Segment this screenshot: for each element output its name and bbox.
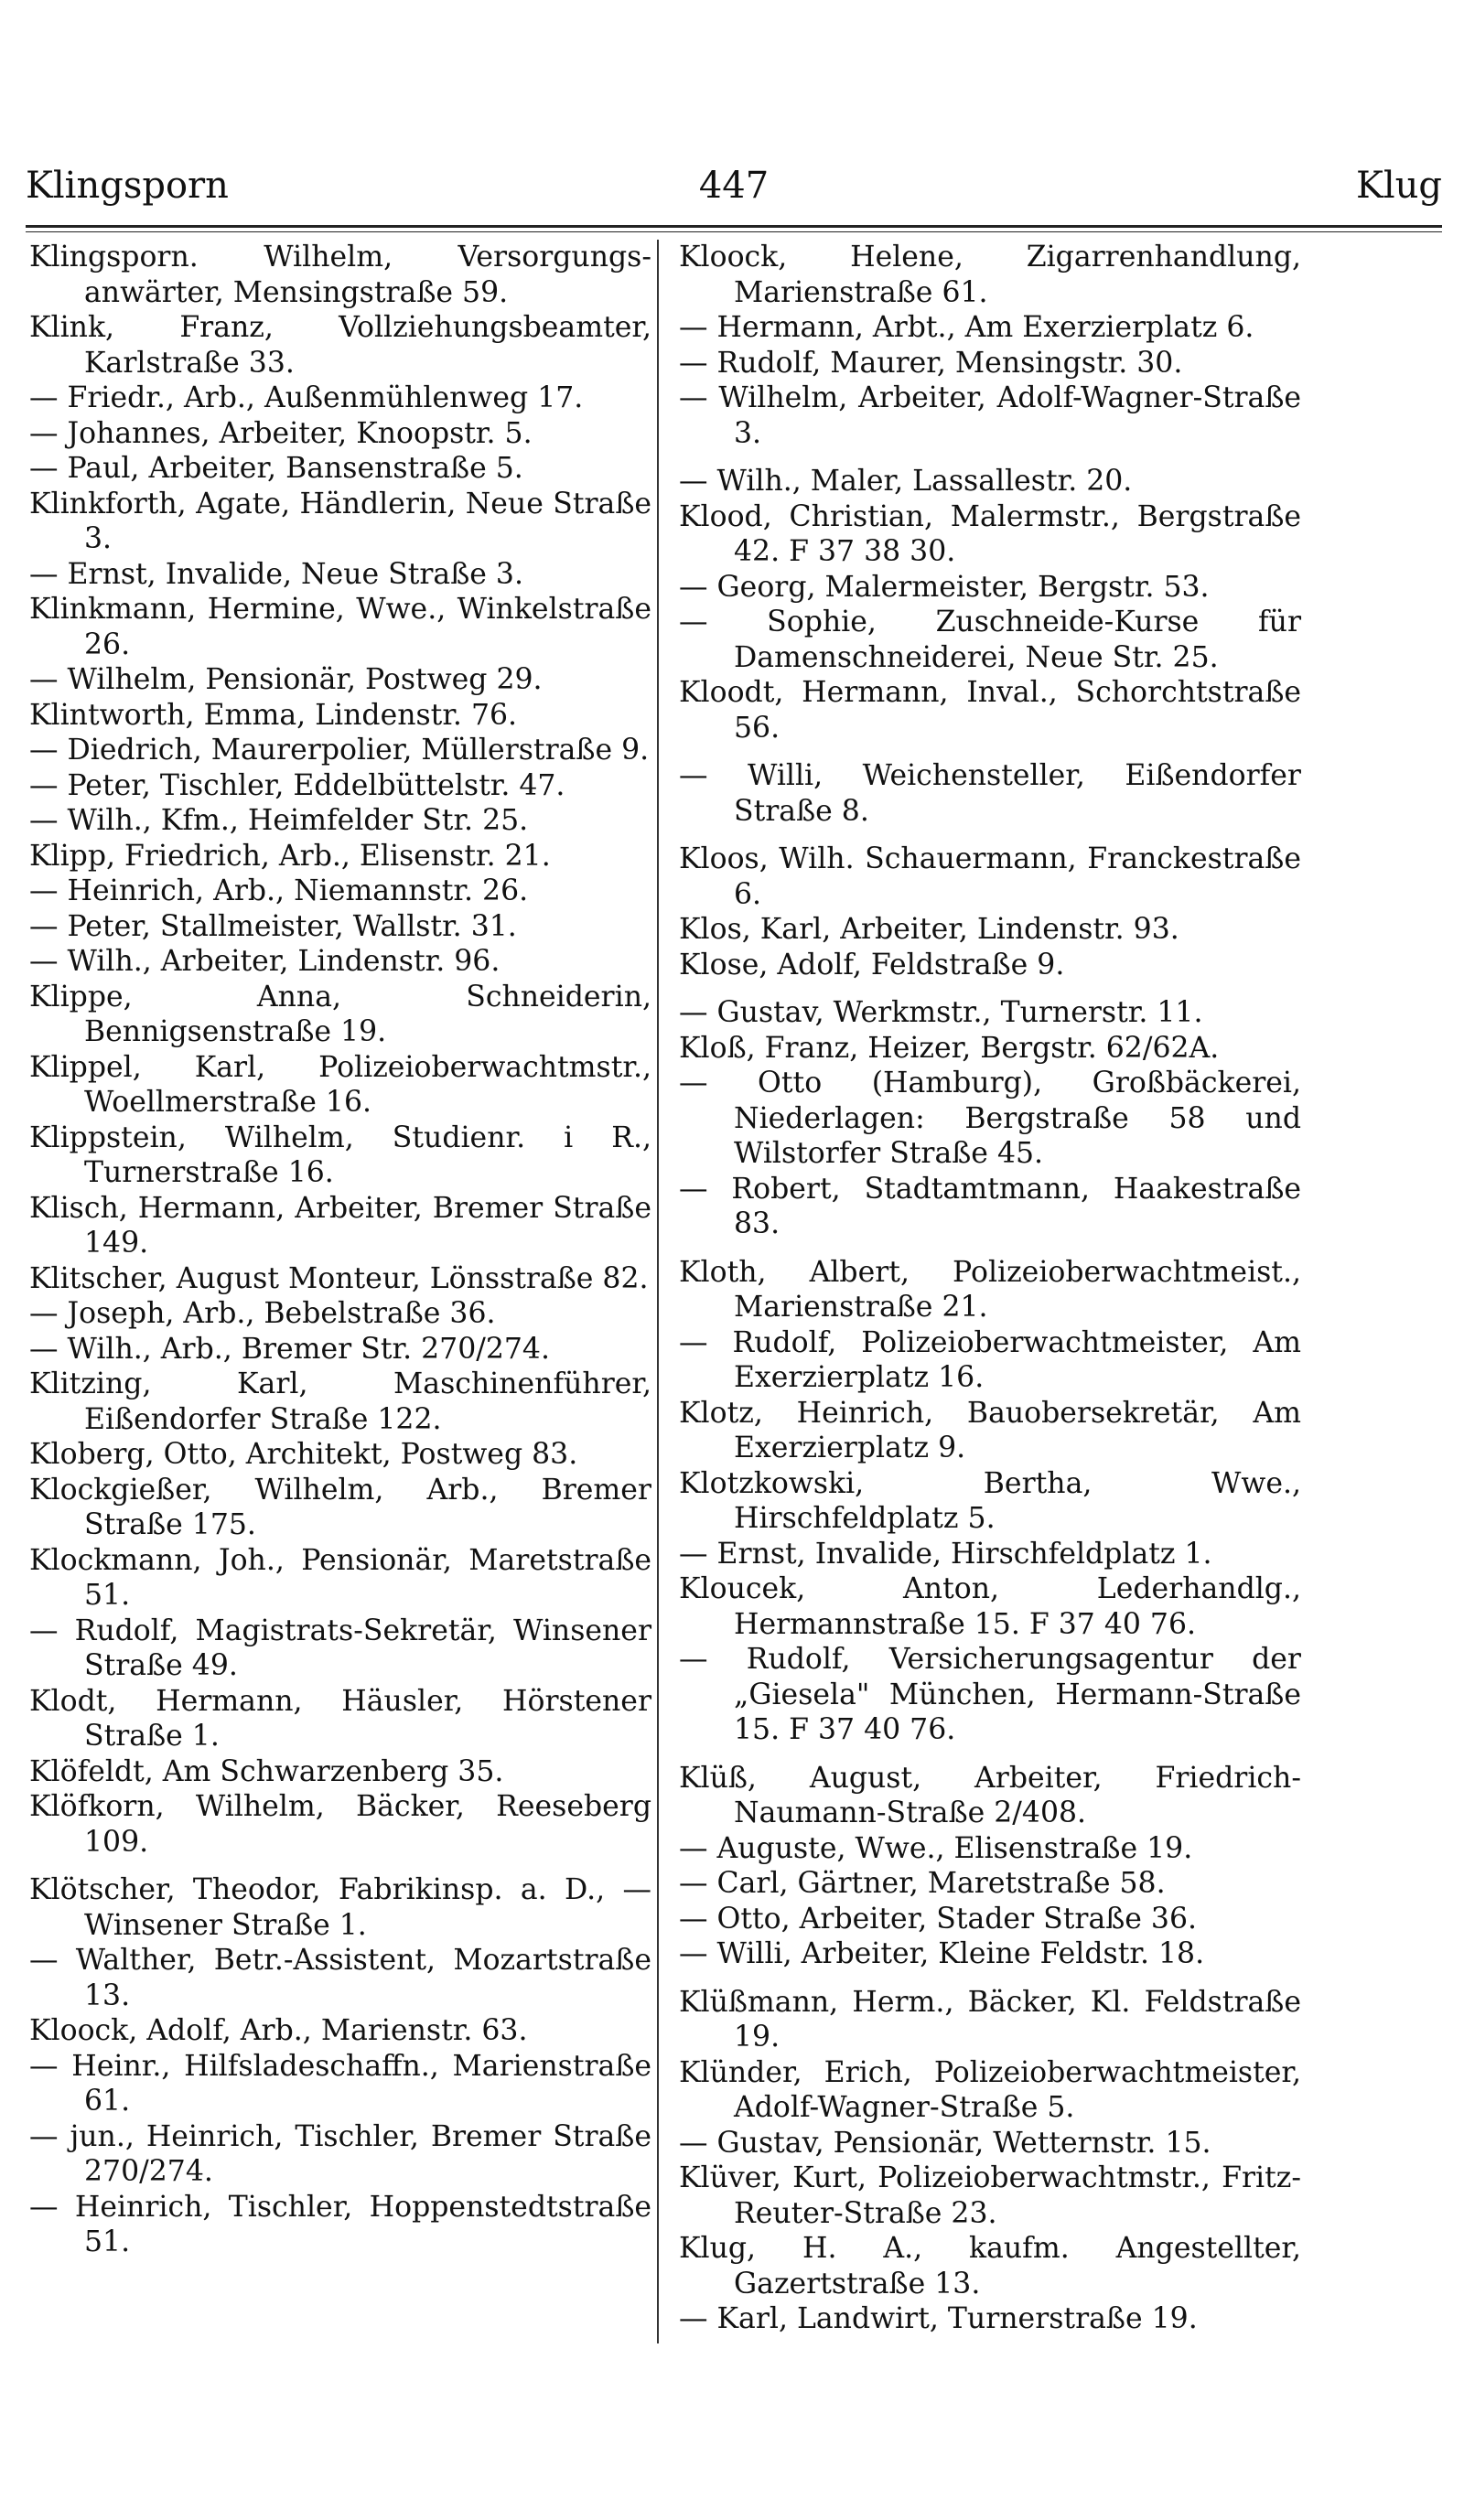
directory-entry: Kloucek, Anton, Lederhandlg., Hermannstraße 15. F 37 40 76. xyxy=(679,1572,1301,1641)
directory-entry: Kloos, Wilh. Schauermann, Franckestraße 6. xyxy=(679,842,1301,911)
directory-entry: Klötscher, Theodor, Fabrikinsp. a. D., — Winsener Straße 1. xyxy=(29,1873,651,1942)
directory-entry: — Wilhelm, Arbeiter, Adolf-Wagner-Straße 3. xyxy=(679,381,1301,450)
directory-entry: Klüver, Kurt, Polizeioberwachtmstr., Fritz-Reuter-Straße 23. xyxy=(679,2161,1301,2230)
directory-entry: Kloberg, Otto, Architekt, Postweg 83. xyxy=(29,1438,578,1471)
directory-entry: Klinkmann, Hermine, Wwe., Winkelstraße 26. xyxy=(29,593,651,661)
page-number: 447 xyxy=(698,165,770,207)
directory-entry: — Wilh., Kfm., Heimfelder Str. 25. xyxy=(29,804,529,837)
directory-entry: Klitzing, Karl, Maschinenführer, Eißendorfer Straße 122. xyxy=(29,1367,651,1436)
directory-entry: — Rudolf, Maurer, Mensingstr. 30. xyxy=(679,346,1183,380)
directory-entry: Klos, Karl, Arbeiter, Lindenstr. 93. xyxy=(679,913,1179,946)
directory-entry: — Friedr., Arb., Außenmühlenweg 17. xyxy=(29,381,584,414)
header-right-keyword: Klug xyxy=(1355,165,1442,207)
directory-entry: — Rudolf, Versicherungsagentur der „Giesela" München, Hermann-Straße 15. F 37 40 76. xyxy=(679,1643,1301,1746)
directory-entry: Kloß, Franz, Heizer, Bergstr. 62/62A. xyxy=(679,1031,1220,1065)
directory-entry: — Carl, Gärtner, Maretstraße 58. xyxy=(679,1867,1166,1900)
directory-entry: — Ernst, Invalide, Hirschfeldplatz 1. xyxy=(679,1537,1212,1571)
directory-entry: Klippel, Karl, Polizeioberwachtmstr., Woellmerstraße 16. xyxy=(29,1050,651,1119)
directory-entry: Klünder, Erich, Polizeioberwachtmeister, Adolf-Wagner-Straße 5. xyxy=(679,2055,1301,2124)
directory-entry: Klinkforth, Agate, Händlerin, Neue Straße 3. xyxy=(29,487,651,555)
directory-entry: Kloodt, Hermann, Inval., Schorchtstraße 56. xyxy=(679,676,1301,745)
directory-entry: Klockgießer, Wilhelm, Arb., Bremer Straße 175. xyxy=(29,1473,651,1541)
directory-entry: Klotz, Heinrich, Bauobersekretär, Am Exerzierplatz 9. xyxy=(679,1396,1301,1464)
directory-entry: — Paul, Arbeiter, Bansenstraße 5. xyxy=(29,452,523,485)
directory-entry: Klöfkorn, Wilhelm, Bäcker, Reeseberg 109. xyxy=(29,1790,651,1859)
directory-entry: — Peter, Tischler, Eddelbüttelstr. 47. xyxy=(29,768,565,802)
directory-entry: — Wilhelm, Pensionär, Postweg 29. xyxy=(29,663,543,696)
directory-entry: — Ernst, Invalide, Neue Straße 3. xyxy=(29,557,523,591)
directory-entry: — Joseph, Arb., Bebelstraße 36. xyxy=(29,1297,496,1330)
directory-entry: — Otto, Arbeiter, Stader Straße 36. xyxy=(679,1902,1198,1936)
directory-entry: — Peter, Stallmeister, Wallstr. 31. xyxy=(29,909,517,943)
directory-entry: — Hermann, Arbt., Am Exerzierplatz 6. xyxy=(679,311,1254,344)
directory-entry: — Auguste, Wwe., Elisenstraße 19. xyxy=(679,1831,1193,1865)
directory-entry: — Wilh., Arbeiter, Lindenstr. 96. xyxy=(29,945,501,978)
header-left-keyword: Klingsporn xyxy=(26,165,229,207)
directory-entry: Kloock, Adolf, Arb., Marienstr. 63. xyxy=(29,2014,528,2047)
directory-entry: — Heinr., Hilfsladeschaffn., Marienstraße 61. xyxy=(29,2049,651,2118)
directory-entry: — Wilh., Maler, Lassallestr. 20. xyxy=(679,465,1133,498)
directory-entry: Klodt, Hermann, Häusler, Hörstener Straße 1. xyxy=(29,1684,651,1753)
directory-entry: — Diedrich, Maurerpolier, Müllerstraße 9. xyxy=(29,734,650,767)
header-rule xyxy=(26,225,1442,232)
directory-entry: Klintworth, Emma, Lindenstr. 76. xyxy=(29,698,518,732)
page-header xyxy=(26,165,1442,229)
directory-entry: — Walther, Betr.-Assistent, Mozartstraße 13. xyxy=(29,1944,651,2012)
right-column xyxy=(679,240,1301,2337)
directory-entry: Klöfeldt, Am Schwarzenberg 35. xyxy=(29,1754,504,1788)
directory-entry: — Gustav, Pensionär, Wetternstr. 15. xyxy=(679,2126,1211,2160)
directory-entry: Klotzkowski, Bertha, Wwe., Hirschfeldplatz 5. xyxy=(679,1466,1301,1535)
directory-entry: — Karl, Landwirt, Turnerstraße 19. xyxy=(679,2302,1198,2335)
directory-entry: Kloth, Albert, Polizeioberwachtmeist., Marienstraße 21. xyxy=(679,1255,1301,1324)
directory-entry: Klingsporn. Wilhelm, Versorgungs-anwärter, Mensingstraße 59. xyxy=(29,241,651,309)
directory-entry: Klood, Christian, Malermstr., Bergstraße 42. F 37 38 30. xyxy=(679,499,1301,568)
directory-entry: Klippe, Anna, Schneiderin, Bennigsenstraße 19. xyxy=(29,980,651,1048)
directory-entry: Klockmann, Joh., Pensionär, Maretstraße 51. xyxy=(29,1543,651,1612)
directory-entry: — Heinrich, Arb., Niemannstr. 26. xyxy=(29,874,529,907)
directory-entry: Klüß, August, Arbeiter, Friedrich-Naumann-Straße 2/408. xyxy=(679,1761,1301,1829)
directory-entry: — Gustav, Werkmstr., Turnerstr. 11. xyxy=(679,996,1203,1029)
directory-entry: Klug, H. A., kaufm. Angestellter, Gazertstraße 13. xyxy=(679,2232,1301,2300)
directory-entry: — Willi, Arbeiter, Kleine Feldstr. 18. xyxy=(679,1937,1205,1970)
directory-entry: — Rudolf, Magistrats-Sekretär, Winsener Straße 49. xyxy=(29,1614,651,1682)
directory-entry: Klitscher, August Monteur, Lönsstraße 82. xyxy=(29,1261,649,1295)
directory-entry: — Johannes, Arbeiter, Knoopstr. 5. xyxy=(29,416,533,450)
directory-entry: Klink, Franz, Vollziehungsbeamter, Karlstraße 33. xyxy=(29,311,651,380)
left-column xyxy=(29,240,651,2260)
directory-entry: — Sophie, Zuschneide-Kurse für Damenschneiderei, Neue Str. 25. xyxy=(679,606,1301,674)
directory-entry: — Wilh., Arb., Bremer Str. 270/274. xyxy=(29,1332,550,1366)
directory-entry: — Heinrich, Tischler, Hoppenstedtstraße 51. xyxy=(29,2190,651,2258)
column-divider xyxy=(657,240,659,2343)
directory-entry: Kloock, Helene, Zigarrenhandlung, Marienstraße 61. xyxy=(679,241,1301,309)
directory-entry: — Rudolf, Polizeioberwachtmeister, Am Exerzierplatz 16. xyxy=(679,1325,1301,1394)
directory-entry: Klose, Adolf, Feldstraße 9. xyxy=(679,948,1065,981)
directory-entry: — Robert, Stadtamtmann, Haakestraße 83. xyxy=(679,1172,1301,1240)
directory-entry: Klüßmann, Herm., Bäcker, Kl. Feldstraße 19. xyxy=(679,1985,1301,2054)
directory-entry: Klisch, Hermann, Arbeiter, Bremer Straße 149. xyxy=(29,1191,651,1260)
directory-entry: Klipp, Friedrich, Arb., Elisenstr. 21. xyxy=(29,839,551,873)
directory-entry: — Willi, Weichensteller, Eißendorfer Straße 8. xyxy=(679,759,1301,828)
directory-entry: — Otto (Hamburg), Großbäckerei, Niederlagen: Bergstraße 58 und Wilstorfer Straße 45. xyxy=(679,1067,1301,1170)
directory-entry: Klippstein, Wilhelm, Studienr. i R., Turnerstraße 16. xyxy=(29,1121,651,1189)
directory-entry: — Georg, Malermeister, Bergstr. 53. xyxy=(679,570,1210,604)
directory-entry: — jun., Heinrich, Tischler, Bremer Straße 270/274. xyxy=(29,2119,651,2188)
